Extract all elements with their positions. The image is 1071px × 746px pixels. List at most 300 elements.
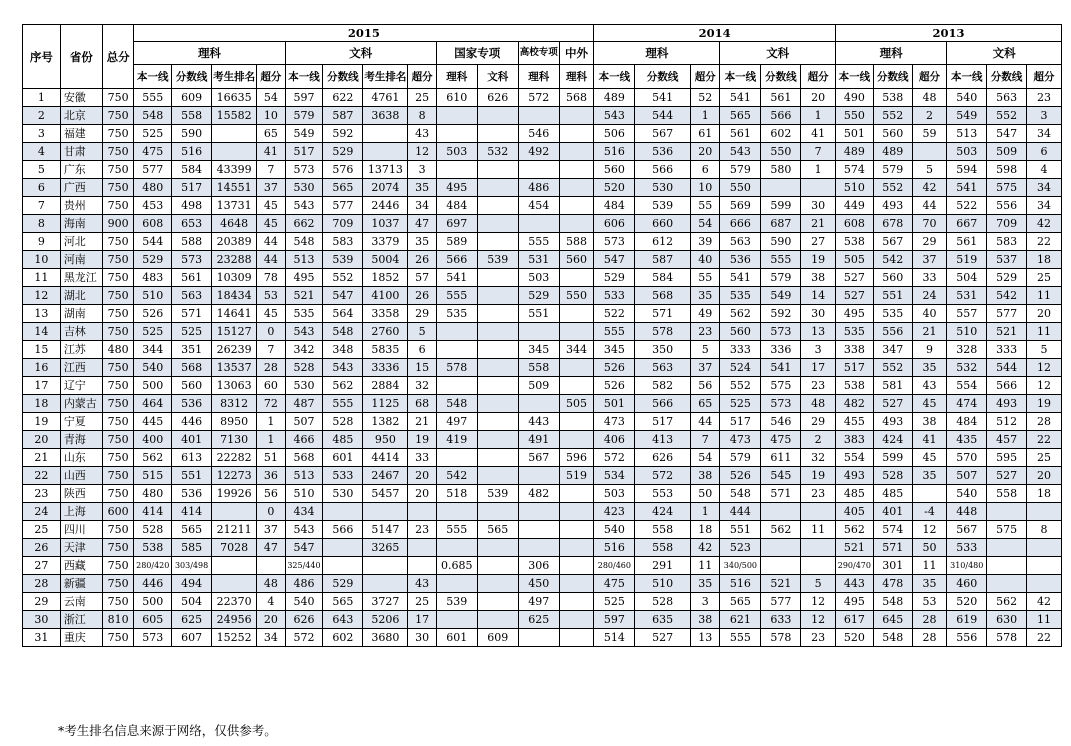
table-cell: 32: [408, 377, 436, 395]
table-cell: 517: [635, 413, 691, 431]
table-row: [23, 323, 1062, 341]
table-cell: [436, 503, 477, 521]
table-cell: 48: [801, 395, 836, 413]
table-cell: 533: [594, 287, 635, 305]
table-cell: [559, 179, 594, 197]
table-cell: 504: [172, 593, 212, 611]
table-cell: 541: [635, 89, 691, 107]
table-cell: [477, 125, 518, 143]
table-cell: [436, 449, 477, 467]
table-cell: 750: [102, 413, 134, 431]
table-cell: 579: [285, 107, 323, 125]
table-cell: 20: [1027, 467, 1062, 485]
sub-header: 超分: [1027, 65, 1062, 89]
table-cell: 585: [172, 539, 212, 557]
table-cell: 54: [691, 449, 720, 467]
table-cell: 16: [23, 359, 61, 377]
table-cell: 303/498: [172, 557, 212, 575]
table-cell: 474: [947, 395, 987, 413]
sub-header: 本一线: [835, 65, 873, 89]
table-cell: 573: [172, 251, 212, 269]
table-cell: 22: [23, 467, 61, 485]
table-cell: 56: [691, 377, 720, 395]
table-cell: 3680: [363, 629, 408, 647]
table-cell: 480: [134, 485, 172, 503]
table-cell: [559, 629, 594, 647]
table-cell: 568: [559, 89, 594, 107]
table-cell: 578: [987, 629, 1027, 647]
table-cell: 553: [635, 485, 691, 503]
table-cell: 15127: [212, 323, 257, 341]
table-cell: 485: [873, 485, 912, 503]
table-cell: 449: [835, 197, 873, 215]
table-cell: 569: [720, 197, 761, 215]
table-cell: 44: [257, 251, 285, 269]
table-cell: [518, 503, 559, 521]
table-cell: 21: [801, 215, 836, 233]
table-cell: 515: [134, 467, 172, 485]
table-cell: 28: [23, 575, 61, 593]
header-2014-wen: 文科: [720, 42, 836, 65]
table-cell: 609: [172, 89, 212, 107]
table-cell: 565: [323, 593, 363, 611]
table-cell: 584: [635, 269, 691, 287]
table-row: [23, 251, 1062, 269]
table-cell: 565: [172, 521, 212, 539]
table-cell: 530: [323, 485, 363, 503]
table-cell: 662: [285, 215, 323, 233]
table-cell: [408, 503, 436, 521]
table-cell: 38: [691, 611, 720, 629]
table-cell: 539: [635, 197, 691, 215]
province-cell: 甘肃: [60, 143, 102, 161]
table-cell: 25: [1027, 449, 1062, 467]
table-cell: 535: [873, 305, 912, 323]
table-row: [23, 89, 1062, 107]
table-cell: 12: [408, 143, 436, 161]
table-cell: 589: [436, 233, 477, 251]
table-cell: 26: [23, 539, 61, 557]
table-cell: 35: [912, 359, 947, 377]
table-cell: [559, 197, 594, 215]
table-cell: 12: [23, 287, 61, 305]
table-cell: 546: [761, 413, 801, 431]
table-cell: 530: [285, 179, 323, 197]
table-row: [23, 539, 1062, 557]
table-cell: 34: [1027, 125, 1062, 143]
table-cell: 571: [635, 305, 691, 323]
table-cell: 510: [285, 485, 323, 503]
table-cell: 35: [691, 575, 720, 593]
province-cell: 重庆: [60, 629, 102, 647]
table-cell: 475: [761, 431, 801, 449]
table-cell: 678: [873, 215, 912, 233]
table-cell: 14551: [212, 179, 257, 197]
table-cell: [408, 557, 436, 575]
table-cell: 750: [102, 287, 134, 305]
province-cell: 陕西: [60, 485, 102, 503]
table-cell: 11: [23, 269, 61, 287]
table-cell: [477, 467, 518, 485]
table-cell: 517: [720, 413, 761, 431]
table-cell: 539: [477, 251, 518, 269]
table-cell: 590: [761, 233, 801, 251]
table-cell: 529: [134, 251, 172, 269]
table-row: [23, 377, 1062, 395]
table-cell: 567: [518, 449, 559, 467]
table-cell: 578: [436, 359, 477, 377]
table-cell: 3: [1027, 107, 1062, 125]
table-cell: [477, 377, 518, 395]
table-cell: 541: [720, 269, 761, 287]
table-cell: 17: [23, 377, 61, 395]
table-cell: 617: [835, 611, 873, 629]
table-cell: 340/500: [720, 557, 761, 575]
table-cell: 12273: [212, 467, 257, 485]
table-cell: 50: [691, 485, 720, 503]
table-cell: 351: [172, 341, 212, 359]
table-cell: 645: [873, 611, 912, 629]
table-cell: 577: [134, 161, 172, 179]
table-cell: 11: [1027, 611, 1062, 629]
table-cell: 37: [912, 251, 947, 269]
table-cell: 460: [947, 575, 987, 593]
table-cell: 606: [594, 215, 635, 233]
table-cell: 535: [436, 305, 477, 323]
table-cell: 507: [947, 467, 987, 485]
table-row: [23, 413, 1062, 431]
province-cell: 吉林: [60, 323, 102, 341]
table-cell: 513: [285, 467, 323, 485]
table-cell: 519: [947, 251, 987, 269]
table-cell: 613: [172, 449, 212, 467]
table-cell: 10: [23, 251, 61, 269]
table-cell: 625: [172, 611, 212, 629]
header-year-2013: 2013: [835, 25, 1061, 42]
province-cell: 湖北: [60, 287, 102, 305]
table-cell: 516: [594, 143, 635, 161]
table-cell: 533: [323, 467, 363, 485]
table-cell: 6: [691, 161, 720, 179]
table-cell: 543: [285, 323, 323, 341]
table-cell: 510: [835, 179, 873, 197]
table-cell: 336: [761, 341, 801, 359]
table-cell: [477, 179, 518, 197]
table-cell: 574: [835, 161, 873, 179]
table-cell: 52: [691, 89, 720, 107]
table-cell: 522: [594, 305, 635, 323]
table-cell: 24: [23, 503, 61, 521]
table-cell: 622: [323, 89, 363, 107]
table-cell: [761, 557, 801, 575]
table-cell: 7: [801, 143, 836, 161]
table-cell: [436, 161, 477, 179]
table-cell: 4761: [363, 89, 408, 107]
table-cell: 453: [134, 197, 172, 215]
province-cell: 福建: [60, 125, 102, 143]
table-cell: 519: [559, 467, 594, 485]
table-row: [23, 107, 1062, 125]
table-cell: 534: [594, 467, 635, 485]
table-cell: 3: [408, 161, 436, 179]
table-cell: 41: [257, 143, 285, 161]
table-cell: 7: [23, 197, 61, 215]
table-cell: 517: [285, 143, 323, 161]
table-cell: 43: [408, 125, 436, 143]
table-cell: 27: [801, 233, 836, 251]
table-cell: 3265: [363, 539, 408, 557]
table-cell: 1: [257, 413, 285, 431]
table-cell: 605: [134, 611, 172, 629]
province-cell: 辽宁: [60, 377, 102, 395]
table-cell: 13: [801, 323, 836, 341]
table-cell: 558: [635, 539, 691, 557]
table-cell: 561: [947, 233, 987, 251]
table-cell: 61: [691, 125, 720, 143]
table-cell: 3: [23, 125, 61, 143]
table-cell: 579: [720, 449, 761, 467]
table-cell: 527: [987, 467, 1027, 485]
table-cell: 23: [801, 629, 836, 647]
province-cell: 黑龙江: [60, 269, 102, 287]
table-cell: 512: [987, 413, 1027, 431]
table-cell: 338: [835, 341, 873, 359]
table-cell: 555: [518, 233, 559, 251]
table-cell: 13731: [212, 197, 257, 215]
table-cell: 39: [691, 233, 720, 251]
table-cell: 577: [987, 305, 1027, 323]
table-row: [23, 557, 1062, 575]
table-cell: 570: [947, 449, 987, 467]
table-cell: 4: [23, 143, 61, 161]
table-cell: 9: [912, 341, 947, 359]
table-cell: 551: [518, 305, 559, 323]
table-row: [23, 503, 1062, 521]
table-cell: 6: [1027, 143, 1062, 161]
table-cell: 532: [947, 359, 987, 377]
table-cell: 484: [947, 413, 987, 431]
table-cell: 18434: [212, 287, 257, 305]
table-cell: 34: [408, 197, 436, 215]
table-cell: 540: [947, 485, 987, 503]
table-cell: 291: [635, 557, 691, 575]
table-cell: 25: [408, 593, 436, 611]
table-cell: 473: [594, 413, 635, 431]
header-2015-zhongwai: 中外: [559, 42, 594, 65]
table-cell: 11: [691, 557, 720, 575]
table-cell: 592: [761, 305, 801, 323]
table-cell: 11: [801, 521, 836, 539]
table-cell: 548: [285, 233, 323, 251]
table-cell: 558: [518, 359, 559, 377]
table-cell: 14: [801, 287, 836, 305]
table-cell: [559, 413, 594, 431]
table-cell: 561: [761, 89, 801, 107]
table-cell: 588: [172, 233, 212, 251]
table-cell: 516: [594, 539, 635, 557]
table-cell: 555: [761, 251, 801, 269]
table-cell: 20: [257, 611, 285, 629]
table-cell: [436, 125, 477, 143]
table-cell: 34: [1027, 197, 1062, 215]
table-cell: 601: [436, 629, 477, 647]
table-cell: 552: [873, 179, 912, 197]
table-cell: 539: [477, 485, 518, 503]
sub-header: 超分: [691, 65, 720, 89]
table-cell: 22370: [212, 593, 257, 611]
table-cell: 486: [285, 575, 323, 593]
table-cell: 7: [691, 431, 720, 449]
table-row: [23, 359, 1062, 377]
table-cell: 20: [23, 431, 61, 449]
table-cell: 521: [285, 287, 323, 305]
table-cell: 562: [761, 521, 801, 539]
table-cell: 446: [172, 413, 212, 431]
table-cell: 653: [172, 215, 212, 233]
table-cell: 48: [257, 575, 285, 593]
table-cell: 572: [594, 449, 635, 467]
table-row: [23, 305, 1062, 323]
table-cell: 435: [947, 431, 987, 449]
table-cell: 573: [285, 161, 323, 179]
table-cell: 549: [285, 125, 323, 143]
table-cell: 750: [102, 89, 134, 107]
table-cell: 57: [408, 269, 436, 287]
table-cell: 446: [134, 575, 172, 593]
table-cell: 35: [912, 575, 947, 593]
table-cell: 24: [912, 287, 947, 305]
table-cell: 533: [947, 539, 987, 557]
table-cell: 950: [363, 431, 408, 449]
table-cell: [477, 197, 518, 215]
table-cell: 29: [23, 593, 61, 611]
table-cell: [477, 233, 518, 251]
table-cell: 563: [987, 89, 1027, 107]
table-cell: 25: [408, 89, 436, 107]
table-cell: 543: [285, 521, 323, 539]
table-cell: 28: [912, 611, 947, 629]
table-cell: [559, 485, 594, 503]
table-cell: 2074: [363, 179, 408, 197]
table-cell: 510: [134, 287, 172, 305]
table-cell: [559, 611, 594, 629]
table-cell: 535: [720, 287, 761, 305]
table-cell: 44: [257, 233, 285, 251]
table-cell: [477, 305, 518, 323]
table-cell: 578: [761, 629, 801, 647]
table-cell: 14641: [212, 305, 257, 323]
table-cell: 548: [720, 485, 761, 503]
table-cell: [436, 611, 477, 629]
table-cell: 568: [635, 287, 691, 305]
table-cell: 547: [285, 539, 323, 557]
table-cell: 405: [835, 503, 873, 521]
table-cell: 581: [873, 377, 912, 395]
table-cell: 552: [720, 377, 761, 395]
table-cell: 485: [323, 431, 363, 449]
table-cell: 554: [835, 449, 873, 467]
table-cell: 35: [912, 467, 947, 485]
table-cell: 3379: [363, 233, 408, 251]
table-cell: 34: [257, 629, 285, 647]
table-cell: 588: [559, 233, 594, 251]
table-cell: 37: [257, 521, 285, 539]
table-cell: 3727: [363, 593, 408, 611]
table-cell: 560: [873, 269, 912, 287]
table-cell: 596: [559, 449, 594, 467]
table-cell: 19: [1027, 395, 1062, 413]
province-cell: 江西: [60, 359, 102, 377]
table-cell: [477, 449, 518, 467]
table-cell: 306: [518, 557, 559, 575]
table-row: [23, 125, 1062, 143]
table-cell: 750: [102, 305, 134, 323]
table-cell: 54: [257, 89, 285, 107]
table-cell: [363, 125, 408, 143]
table-cell: 50: [912, 539, 947, 557]
table-cell: 5: [801, 575, 836, 593]
table-cell: 13: [691, 629, 720, 647]
province-cell: 江苏: [60, 341, 102, 359]
table-cell: 20389: [212, 233, 257, 251]
table-cell: 5147: [363, 521, 408, 539]
table-cell: 541: [720, 89, 761, 107]
table-cell: 347: [873, 341, 912, 359]
table-cell: 531: [518, 251, 559, 269]
table-row: [23, 593, 1062, 611]
table-cell: 41: [912, 431, 947, 449]
table-cell: 494: [172, 575, 212, 593]
table-cell: 2: [801, 431, 836, 449]
table-cell: 563: [172, 287, 212, 305]
table-cell: 45: [257, 197, 285, 215]
header-2013-li: 理科: [835, 42, 946, 65]
table-cell: 457: [987, 431, 1027, 449]
table-cell: 60: [257, 377, 285, 395]
table-cell: 498: [172, 197, 212, 215]
table-cell: 45: [257, 215, 285, 233]
table-row: [23, 449, 1062, 467]
table-cell: 510: [947, 323, 987, 341]
table-cell: 42: [1027, 215, 1062, 233]
table-cell: 571: [873, 539, 912, 557]
table-cell: 37: [691, 359, 720, 377]
table-cell: 750: [102, 377, 134, 395]
table-cell: 59: [912, 125, 947, 143]
table-cell: 23: [801, 485, 836, 503]
sub-header: 超分: [801, 65, 836, 89]
table-cell: 566: [987, 377, 1027, 395]
table-cell: 505: [835, 251, 873, 269]
table-row: [23, 467, 1062, 485]
table-cell: 503: [594, 485, 635, 503]
table-cell: 280/460: [594, 557, 635, 575]
table-cell: 607: [172, 629, 212, 647]
table-cell: 5004: [363, 251, 408, 269]
table-cell: 542: [873, 251, 912, 269]
table-cell: 26239: [212, 341, 257, 359]
province-cell: 河南: [60, 251, 102, 269]
table-cell: 587: [323, 107, 363, 125]
table-cell: 486: [518, 179, 559, 197]
table-cell: [518, 539, 559, 557]
header-year-2015: 2015: [134, 25, 594, 42]
table-cell: 38: [801, 269, 836, 287]
table-cell: 1125: [363, 395, 408, 413]
table-cell: 526: [134, 305, 172, 323]
table-cell: 750: [102, 143, 134, 161]
table-cell: 5457: [363, 485, 408, 503]
